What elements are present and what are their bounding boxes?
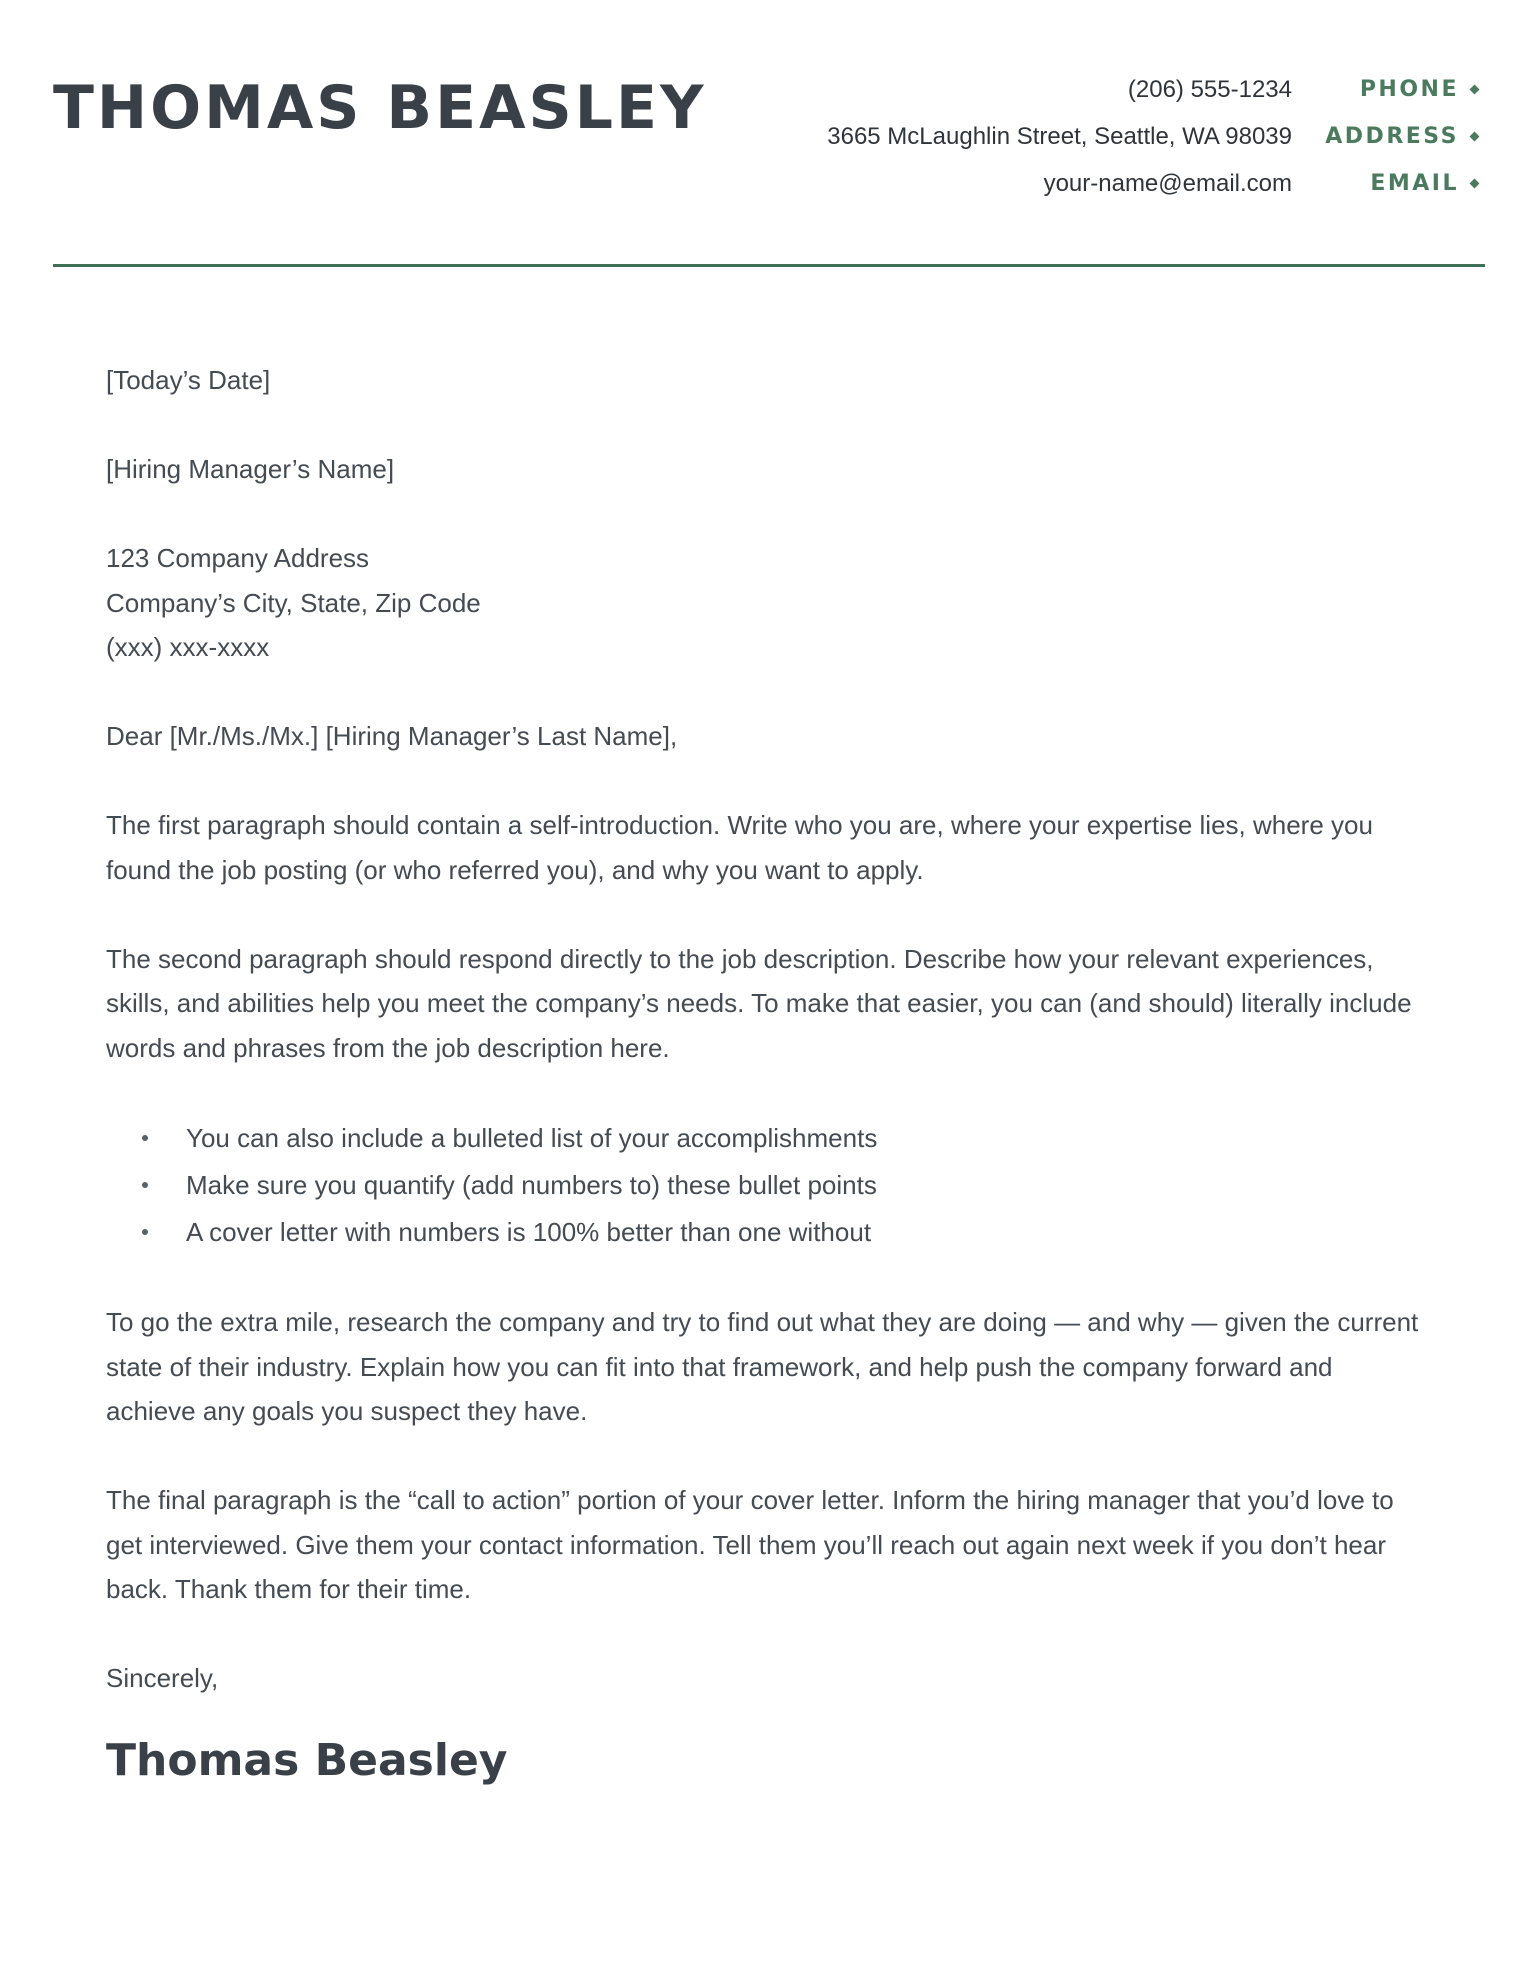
letter-date: [Today’s Date] [106, 365, 271, 395]
address-line: 123 Company Address [106, 543, 370, 573]
address-label [1312, 124, 1482, 149]
closing: Sincerely, [106, 1663, 219, 1693]
address-line: (xxx) xxx-xxxx [106, 632, 270, 662]
paragraph-intro: The first paragraph should contain a self-introduction. Write who you are, where your expertise lies, where you found the job posting (or who referred you), and why you want to apply. [106, 810, 1373, 885]
applicant-name: THOMAS BEASLEY [53, 73, 707, 143]
contact-row-email [722, 160, 1482, 207]
list-item-text: Make sure you quantify (add numbers to) these bullet points [186, 1169, 877, 1200]
paragraph-call-to-action: The final paragraph is the “call to action” portion of your cover letter. Inform the hiring manager that you’d love to get interviewed. Give them your contact information. Tell them you’ll reach out again next week if you don’t hear back. Thank them for their time. [106, 1485, 1394, 1604]
address-line: Company’s City, State, Zip Code [106, 587, 481, 618]
address-value: 3665 McLaughlin Street, Seattle, WA 98039 [827, 122, 1292, 150]
phone-label-text: PHONE [1359, 77, 1459, 102]
header-divider [53, 264, 1485, 267]
list-item [106, 1115, 1426, 1162]
phone-label [1312, 77, 1482, 102]
list-item [106, 1209, 1426, 1256]
contact-info [722, 66, 1482, 207]
address-label-text: ADDRESS [1325, 124, 1459, 149]
letter-header [0, 0, 1536, 270]
email-value: your-name@email.com [1043, 169, 1292, 197]
bullet-icon [142, 1229, 148, 1235]
email-label [1312, 171, 1482, 196]
recipient-name: [Hiring Manager’s Name] [106, 454, 395, 484]
signature-name: Thomas Beasley [106, 1734, 508, 1786]
recipient-address [106, 536, 1426, 670]
phone-value: (206) 555-1234 [1127, 75, 1292, 103]
diamond-icon [1470, 132, 1480, 142]
accomplishment-list [106, 1115, 1426, 1256]
paragraph-job-description: The second paragraph should respond directly to the job description. Describe how your relevant experiences, skills, and abilities help you meet the company’s needs. To make that easier, you can (and should) literally include words and phrases from the job description here. [106, 943, 1412, 1063]
salutation: Dear [Mr./Ms./Mx.] [Hiring Manager’s Last Name], [106, 721, 678, 751]
list-item [106, 1162, 1426, 1209]
list-item-text: You can also include a bulleted list of your accomplishments [186, 1122, 878, 1153]
contact-row-phone [722, 66, 1482, 113]
email-label-text: EMAIL [1370, 171, 1459, 196]
letter-body [106, 358, 1426, 1791]
diamond-icon [1470, 179, 1480, 189]
paragraph-research: To go the extra mile, research the company and try to find out what they are doing — and why — given the current state of their industry. Explain how you can fit into that framework, and help push the company forward and achieve any goals you suspect they have. [106, 1307, 1419, 1426]
list-item-text: A cover letter with numbers is 100% better than one without [186, 1216, 872, 1247]
diamond-icon [1470, 85, 1480, 95]
bullet-icon [142, 1182, 148, 1188]
contact-row-address [722, 113, 1482, 160]
bullet-icon [142, 1135, 148, 1141]
